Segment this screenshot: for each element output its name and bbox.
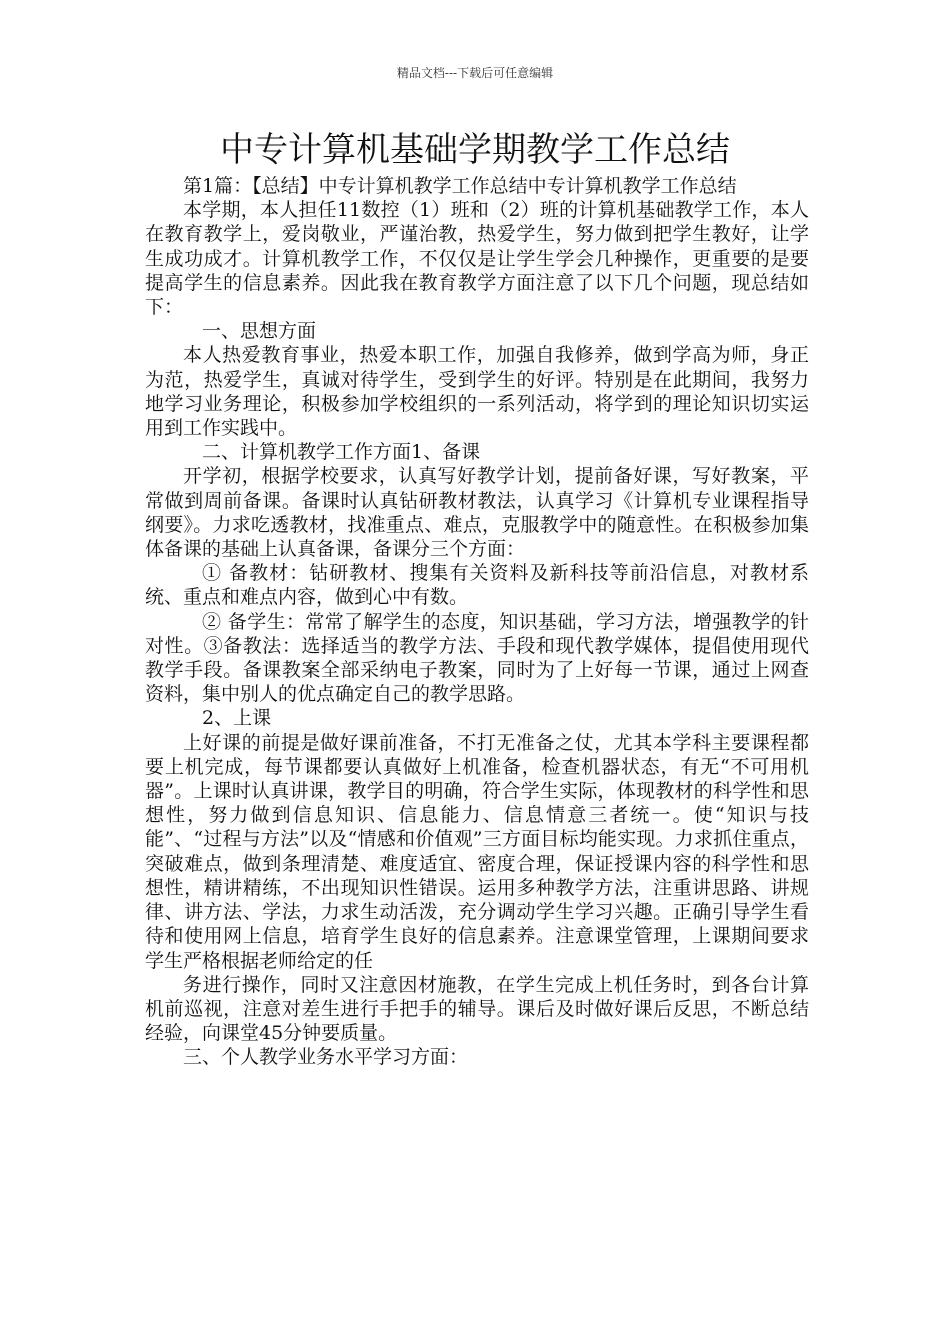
- paragraph-thought: 本人热爱教育事业，热爱本职工作，加强自我修养，做到学高为师，身正为范，热爱学生，真诚对待学生，受到学生的好评。特别是在此期间，我努力地学习业务理论，积极参加学校组织的一系列活动，将学到的理论知识切实运用到工作实践中。: [145, 344, 809, 440]
- paragraph-prepare-students: ② 备学生：常常了解学生的态度，知识基础，学习方法，增强教学的针对性。③备教法：选择适当的教学方法、手段和现代教学媒体，提倡使用现代教学手段。备课教案全部采纳电子教案，同时为了上好每一节课，通过上网查资料，集中别人的优点确定自己的教学思路。: [145, 610, 809, 706]
- paragraph-class-continued: 务进行操作，同时又注意因材施教，在学生完成上机任务时，到各台计算机前巡视，注意对差生进行手把手的辅导。课后及时做好课后反思，不断总结经验，向课堂45分钟要质量。: [145, 973, 809, 1045]
- paragraph-intro: 本学期，本人担任11数控（1）班和（2）班的计算机基础教学工作，本人在教育教学上，爱岗敬业，严谨治教，热爱学生，努力做到把学生教好，让学生成功成才。计算机教学工作，不仅仅是让学生学会几种操作，更重要的是要提高学生的信息素养。因此我在教育教学方面注意了以下几个问题，现总结如下：: [145, 199, 809, 319]
- paragraph-class: 上好课的前提是做好课前准备，不打无准备之仗，尤其本学科主要课程都要上机完成，每节课都要认真做好上机准备，检查机器状态，有无“不可用机器”。上课时认真讲课，教学目的明确，符合学生实际，体现教材的科学性和思想性，努力做到信息知识、信息能力、信息情意三者统一。使“知识与技能”、“过程与方法”以及“情感和价值观”三方面目标均能实现。力求抓住重点，突破难点，做到条理清楚、难度适宜、密度合理，保证授课内容的科学性和思想性，精讲精练，不出现知识性错误。运用多种教学方法，注重讲思路、讲规律、讲方法、学法，力求生动活泼，充分调动学生学习兴趣。正确引导学生看待和使用网上信息，培育学生良好的信息素养。注意课堂管理，上课期间要求学生严格根据老师给定的任: [145, 731, 809, 972]
- document-title: 中专计算机基础学期教学工作总结: [220, 130, 730, 170]
- paragraph-prepare-materials: ① 备教材：钻研教材、搜集有关资料及新科技等前沿信息，对教材系统、重点和难点内容，做到心中有数。: [145, 562, 809, 609]
- paragraph-preparation: 开学初，根据学校要求，认真写好教学计划，提前备好课，写好教案，平常做到周前备课。备课时认真钻研教材教法，认真学习《计算机专业课程指导纲要》。力求吃透教材，找准重点、难点，克服教学中的随意性。在积极参加集体备课的基础上认真备课，备课分三个方面：: [145, 465, 809, 561]
- heading-personal-study: 三、个人教学业务水平学习方面：: [183, 1046, 469, 1069]
- heading-teaching: 二、计算机教学工作方面1、备课: [202, 441, 481, 464]
- heading-class: 2、上课: [202, 707, 272, 730]
- document-body: [145, 174, 809, 1070]
- header-note: 精品文档---下载后可任意编辑: [396, 66, 554, 80]
- heading-thought: 一、思想方面: [202, 320, 317, 343]
- paragraph-section-title: 第1篇：【总结】中专计算机教学工作总结中专计算机教学工作总结: [183, 175, 737, 197]
